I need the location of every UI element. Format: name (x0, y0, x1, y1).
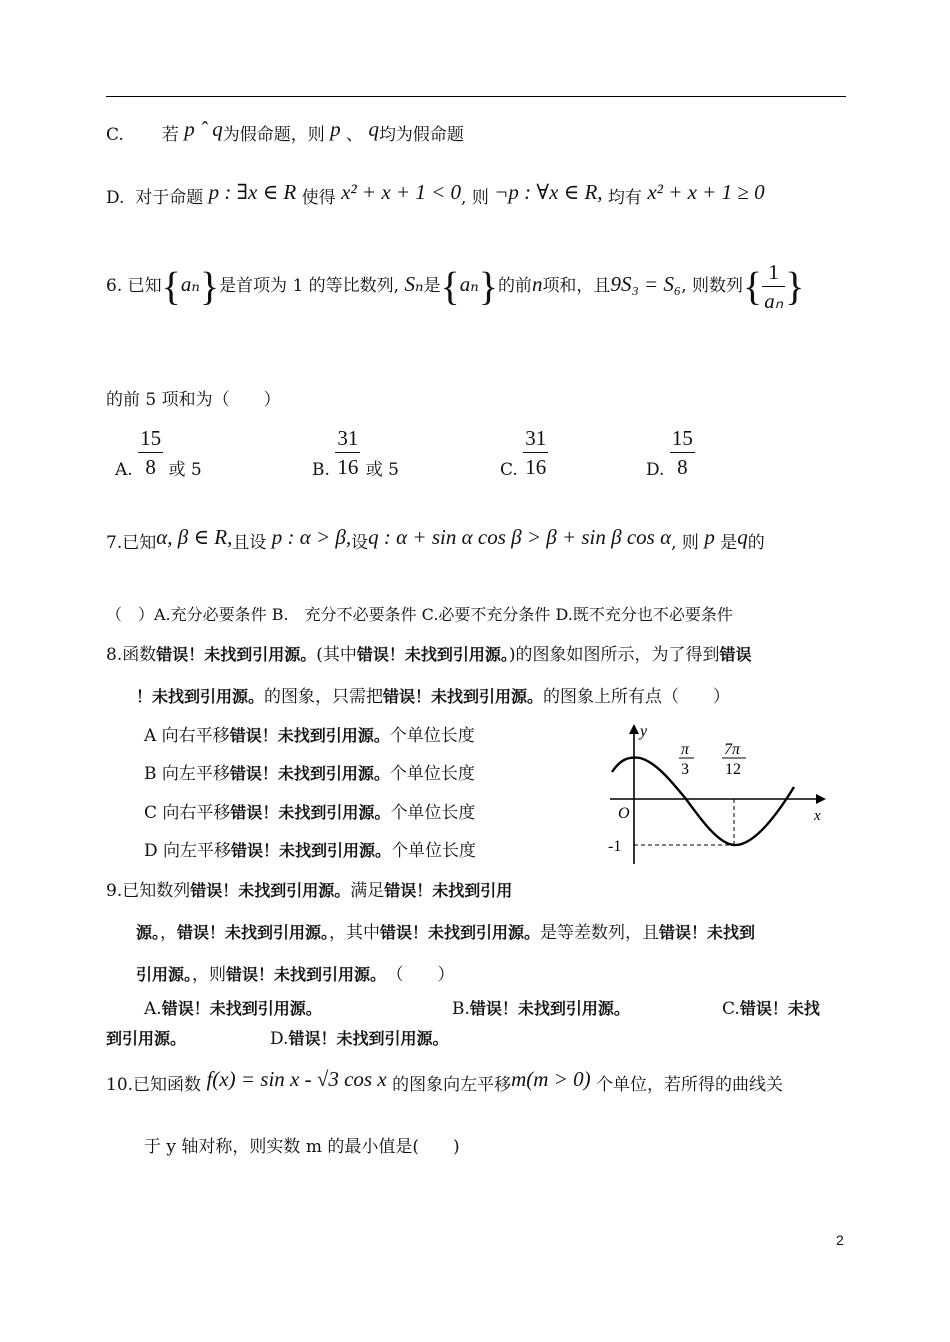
q9-stem-line2 (136, 918, 755, 943)
x-axis-arrow (816, 794, 826, 804)
text: 均有 (607, 188, 642, 208)
option-label: B. (452, 999, 470, 1019)
q6-option-b (312, 424, 399, 481)
q5-option-c (106, 117, 464, 146)
text: 或 5 (365, 460, 399, 480)
fraction (670, 424, 695, 481)
ref-error: 错误！未找到引用源。 (231, 841, 392, 860)
text: 满足 (350, 881, 385, 901)
math-expr: f(x) = sin x - √3 cos x (206, 1067, 387, 1091)
option-label: C. (106, 125, 124, 145)
text: 已知数列 (122, 881, 191, 901)
seven-pi-over-12-num: 7π (724, 741, 741, 758)
text: 均为假命题 (378, 125, 464, 145)
text: 使得 (301, 188, 336, 208)
text: )的图象如图所示，为了得到 (508, 645, 720, 665)
numerator: 1 (762, 258, 785, 287)
origin-label: O (618, 805, 630, 822)
math-expr: p ˆ q (184, 117, 223, 141)
q9-option-c (722, 996, 820, 1019)
question-number: 10. (106, 1075, 134, 1095)
text: 于 y 轴对称，则实数 m 的最小值是( ) (144, 1137, 460, 1157)
text: 是 (720, 533, 738, 553)
math-expr: aₙ (459, 272, 479, 296)
text: ，则 (192, 965, 227, 985)
option-label: A. (115, 460, 133, 480)
text: 已知函数 (133, 1075, 202, 1095)
text: 项和，且 (542, 276, 611, 296)
pi-over-3-den: 3 (681, 761, 689, 778)
denominator: 16 (525, 455, 547, 479)
q8-stem (106, 640, 752, 665)
brace: { (161, 263, 181, 309)
text: 为假命题，则 (222, 125, 325, 145)
text: 个单位长度 (389, 764, 475, 784)
brace: { (440, 263, 460, 309)
question-number: 6. (106, 276, 123, 296)
text: 设 (351, 533, 369, 553)
q6-stem-line2 (106, 385, 281, 410)
denominator: 16 (337, 455, 359, 479)
text: 是等差数列，且 (540, 923, 660, 943)
ref-error-part: 错误！未找到引用 (384, 881, 513, 900)
seven-pi-over-12-den: 12 (725, 761, 741, 778)
ref-error-part: 引用源。 (136, 965, 193, 984)
text: 个单位长度 (389, 726, 475, 746)
denominator: aₙ (764, 289, 784, 313)
math-expr: p (704, 525, 715, 549)
text: （ ）A.充分必要条件 B. 充分不必要条件 C.必要不充分条件 D.既不充分也不必要条件 (106, 605, 733, 624)
q6-option-a (115, 424, 202, 481)
pi-over-3-num: π (681, 741, 690, 758)
text: 、 (346, 125, 364, 145)
ref-error: 错误！未找到引用源。 (190, 881, 351, 900)
x-axis-label: x (814, 808, 821, 824)
ref-error: 错误！未找到引用源。 (229, 726, 390, 745)
ref-error-part: 源。 (136, 923, 161, 942)
ref-error-part: ！未找到引用源。 (136, 687, 265, 706)
brace: } (478, 263, 498, 309)
q10-stem (106, 1067, 783, 1096)
header-rule (106, 96, 846, 97)
question-number: 7. (106, 533, 123, 553)
option-label: D. (270, 1029, 289, 1049)
math-expr: ¬p : ∀x ∈ R, (494, 180, 603, 204)
text: 是 (423, 276, 441, 296)
ref-error: 错误！未找到引用源。 (383, 687, 544, 706)
option-label: D. (646, 460, 665, 480)
question-number: 8. (106, 645, 123, 665)
ref-error-part: 错误 (719, 645, 752, 664)
q8-option-a (144, 721, 475, 746)
math-expr: p : α > β, (271, 525, 352, 549)
q8-option-c (144, 798, 475, 823)
q9-option-d (270, 1026, 448, 1049)
text: 已知 (127, 276, 162, 296)
text: A 向右平移 (144, 726, 230, 746)
text: (其中 (316, 645, 357, 665)
text: 的前 5 项和为（ ） (106, 390, 281, 410)
fraction (523, 424, 548, 481)
denominator: 8 (677, 455, 688, 479)
q9-option-c-cont (106, 1026, 186, 1049)
text: , 则 (461, 188, 489, 208)
q8-option-d (144, 836, 476, 861)
text: 的图象向左平移 (392, 1075, 512, 1095)
math-expr: p (330, 117, 341, 141)
math-expr: α, β ∈ R, (156, 525, 233, 549)
option-label: D. (106, 188, 125, 208)
text: D 向左平移 (144, 841, 232, 861)
q7-stem (106, 525, 765, 554)
q9-stem (106, 876, 512, 901)
text: 个单位长度 (390, 803, 476, 823)
q9-stem-line3 (136, 960, 455, 985)
minus-one-label: -1 (608, 838, 622, 855)
ref-error: 错误！未找到引用源。 (469, 999, 630, 1018)
ref-error: 错误！未找到引用源。 (229, 764, 390, 783)
text: 是首项为 1 的等比数列, (219, 276, 400, 296)
numerator: 15 (138, 424, 163, 453)
q6-stem (106, 258, 804, 315)
ref-error-part: 错误！未找到 (659, 923, 756, 942)
math-expr: aₙ (180, 272, 200, 296)
y-axis-label: y (640, 723, 648, 740)
text: 若 (161, 125, 179, 145)
text: ，其中 (329, 923, 381, 943)
y-axis-arrow (629, 724, 639, 734)
text: , 则数列 (681, 276, 744, 296)
math-expr: Sₙ (404, 272, 424, 296)
text: 或 5 (168, 460, 202, 480)
numerator: 31 (335, 424, 360, 453)
q5-option-d (106, 180, 765, 209)
q10-stem-line2 (144, 1132, 460, 1157)
numerator: 15 (670, 424, 695, 453)
text: （ ） (378, 965, 455, 985)
text: 个单位，若所得的曲线关 (596, 1075, 783, 1095)
text: 对于命题 (135, 188, 204, 208)
text: 的前 (497, 276, 532, 296)
q7-options (106, 602, 733, 625)
text: 的图象上所有点（ ） (543, 687, 731, 707)
q8-stem-line2 (136, 682, 730, 707)
q6-option-c (500, 424, 548, 481)
ref-error: 错误！未找到引用源。 (380, 923, 541, 942)
math-expr: m(m > 0) (511, 1067, 591, 1091)
q9-option-b (452, 996, 630, 1019)
ref-error: 错误！未找到引用源。 (230, 803, 391, 822)
brace: } (199, 263, 220, 309)
brace: } (785, 263, 805, 309)
q9-option-a (144, 996, 322, 1019)
text: 的 (747, 533, 765, 553)
math-expr: x² + x + 1 ≥ 0 (647, 180, 765, 204)
ref-error: 错误！未找到引用源。 (356, 645, 509, 664)
ref-error-part: 到引用源。 (106, 1029, 187, 1048)
brace: { (743, 263, 763, 309)
fraction (335, 424, 360, 481)
option-label: B. (312, 460, 330, 480)
math-expr: n (531, 272, 543, 296)
text: 且设 (232, 533, 267, 553)
sine-curve (612, 758, 794, 846)
q8-option-b (144, 759, 475, 784)
ref-error: 错误！未找到引用源。 (288, 1029, 449, 1048)
text: B 向左平移 (144, 764, 230, 784)
option-label: C. (500, 460, 518, 480)
text: 已知 (122, 533, 157, 553)
ref-error: 错误！未找到引用源。 (161, 999, 322, 1018)
sine-graph (600, 716, 835, 866)
fraction (762, 258, 785, 315)
option-label: C. (722, 999, 740, 1019)
text: ， (160, 923, 178, 943)
ref-error: 错误！未找到引用源。 (226, 965, 379, 984)
numerator: 31 (523, 424, 548, 453)
option-label: A. (144, 999, 162, 1019)
text: 函数 (122, 645, 157, 665)
ref-error-part: 错误！未找 (739, 999, 820, 1018)
text: 个单位长度 (391, 841, 477, 861)
math-expr: q (368, 117, 379, 141)
q6-option-d (646, 424, 695, 481)
fraction (138, 424, 163, 481)
denominator: 8 (145, 455, 156, 479)
math-expr: x² + x + 1 < 0 (341, 180, 462, 204)
question-number: 9. (106, 881, 123, 901)
text: , 则 (671, 533, 699, 553)
page-number: 2 (836, 1232, 844, 1248)
ref-error: 错误！未找到引用源。 (156, 645, 317, 664)
ref-error: 错误！未找到引用源。 (177, 923, 330, 942)
text: 的图象，只需把 (264, 687, 384, 707)
math-expr: 9S₃ = S₆ (610, 272, 682, 296)
text: C 向右平移 (144, 803, 231, 823)
math-expr: p : ∃x ∈ R (208, 180, 297, 204)
math-expr: q : α + sin α cos β > β + sin β cos α (368, 525, 672, 549)
math-expr: q (737, 525, 748, 549)
